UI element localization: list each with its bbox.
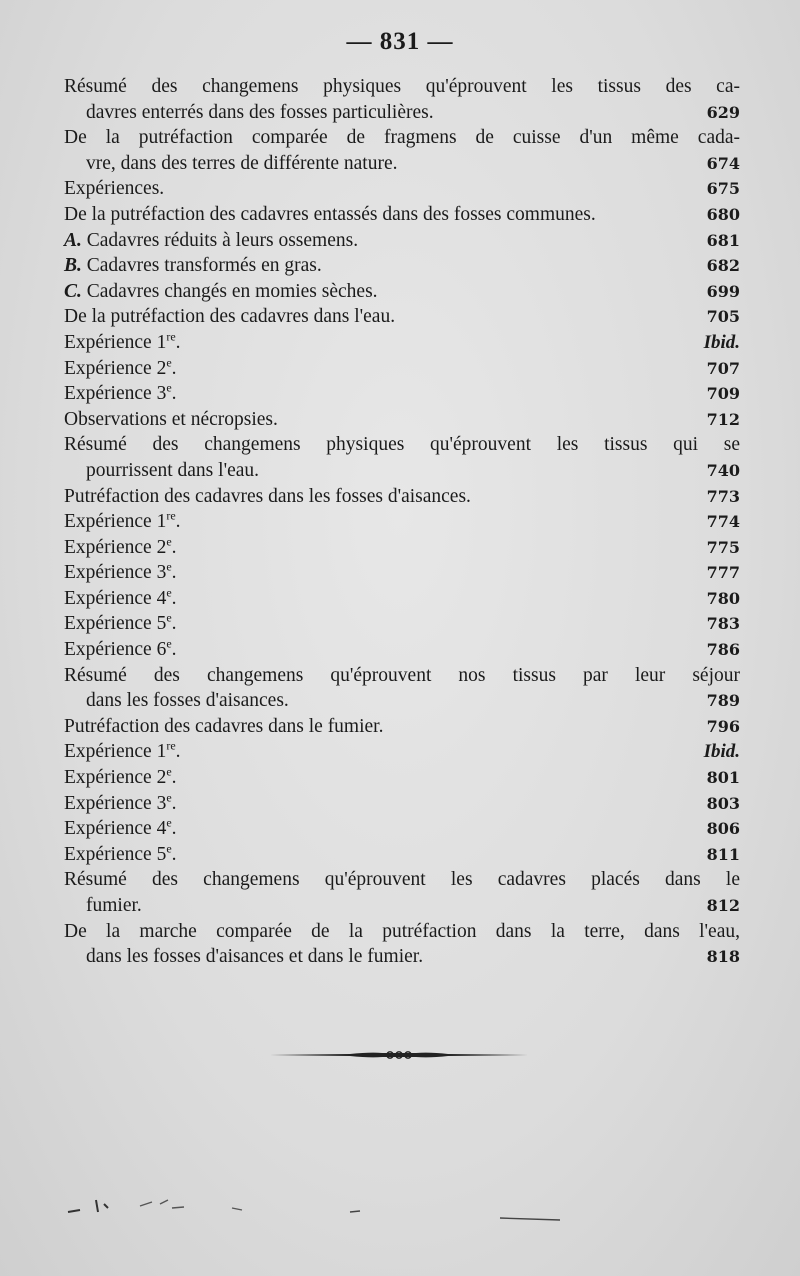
toc-entry-text: Expérience 5 bbox=[64, 843, 167, 865]
toc-entry bbox=[64, 176, 740, 202]
toc-entry-text: Résumé des changemens qu'éprouvent nos tissus par leur séjour bbox=[64, 664, 740, 686]
toc-entry-title bbox=[64, 202, 688, 228]
toc-entry-line bbox=[64, 791, 740, 817]
toc-entry bbox=[64, 535, 740, 561]
toc-entry-suffix: . bbox=[171, 792, 177, 814]
toc-page-number: 812 bbox=[706, 896, 740, 915]
toc-entry-line bbox=[64, 228, 740, 254]
toc-page-number: 682 bbox=[706, 256, 740, 276]
toc-entry-ordinal: e bbox=[166, 790, 172, 805]
toc-entry-line bbox=[64, 586, 740, 612]
toc-entry-title bbox=[64, 842, 688, 868]
toc-entry-line bbox=[64, 893, 740, 919]
toc-entry-suffix: . bbox=[171, 613, 177, 635]
toc-entry-text: dans les fosses d'aisances. bbox=[86, 690, 289, 712]
toc-page-number: 780 bbox=[706, 588, 740, 608]
toc-entry-text: De la putréfaction des cadavres entassés dans des fosses communes. bbox=[64, 203, 596, 225]
toc-entry bbox=[64, 919, 740, 970]
toc-entry-title bbox=[64, 253, 688, 279]
toc-page-number: 674 bbox=[706, 153, 740, 173]
toc-entry-line bbox=[64, 867, 740, 893]
toc-entry-text: Putréfaction des cadavres dans le fumier. bbox=[64, 715, 384, 737]
toc-entry-text: Cadavres réduits à leurs ossemens. bbox=[86, 229, 359, 251]
toc-entry-line bbox=[64, 944, 740, 970]
toc-entry bbox=[64, 304, 740, 330]
toc-entry-line bbox=[64, 151, 740, 177]
toc-entry-line bbox=[64, 611, 740, 637]
toc-entry-suffix: . bbox=[171, 818, 177, 840]
toc-entry-title bbox=[64, 919, 740, 945]
toc-entry-line bbox=[64, 484, 740, 510]
toc-entry-text: Observations et nécropsies. bbox=[64, 408, 278, 430]
toc-page-number: 777 bbox=[706, 563, 740, 583]
toc-entry-title bbox=[64, 739, 688, 765]
toc-page-number: 680 bbox=[706, 204, 740, 224]
toc-entry-suffix: . bbox=[171, 843, 177, 865]
toc-page-number: 681 bbox=[706, 230, 740, 250]
toc-entry-text: Putréfaction des cadavres dans les fosses d'aisances. bbox=[64, 485, 471, 507]
toc-entry-text: Expérience 2 bbox=[64, 357, 167, 379]
toc-entry-title bbox=[64, 356, 688, 382]
toc-page-number: Ibid. bbox=[703, 741, 740, 763]
toc-entry-title bbox=[86, 688, 688, 714]
toc-entry bbox=[64, 816, 740, 842]
toc-page-number: 783 bbox=[706, 614, 740, 634]
toc-entry-line bbox=[64, 688, 740, 714]
toc-entry-title bbox=[64, 381, 688, 407]
toc-entry-suffix: . bbox=[175, 331, 181, 353]
toc-entry-line bbox=[64, 100, 740, 126]
toc-entry-line bbox=[64, 919, 740, 945]
toc-entry-suffix: . bbox=[171, 767, 177, 789]
toc-entry-line bbox=[64, 458, 740, 484]
toc-entry-line bbox=[64, 279, 740, 305]
toc-entry-ordinal: e bbox=[166, 355, 172, 370]
toc-entry-text: Expérience 3 bbox=[64, 383, 167, 405]
toc-entry-line bbox=[64, 535, 740, 561]
toc-entry-ordinal: e bbox=[166, 585, 172, 600]
toc-entry-text: Expériences. bbox=[64, 178, 165, 200]
toc-entry-ordinal: re bbox=[166, 508, 176, 523]
toc-entry bbox=[64, 381, 740, 407]
toc-page-number: 774 bbox=[706, 512, 740, 532]
toc-entry-text: De la marche comparée de la putréfaction dans la terre, dans l'eau, bbox=[64, 920, 740, 942]
toc-entry-line bbox=[64, 739, 740, 765]
toc-entry-text: Expérience 4 bbox=[64, 818, 167, 840]
toc-entry bbox=[64, 611, 740, 637]
toc-entry-text: Expérience 5 bbox=[64, 613, 167, 635]
toc-entry-ordinal: e bbox=[166, 636, 172, 651]
toc-entry-title bbox=[64, 765, 688, 791]
toc-entry-ordinal: e bbox=[166, 815, 172, 830]
toc-entry-ordinal: e bbox=[166, 841, 172, 856]
toc-entry-text: fumier. bbox=[86, 895, 142, 916]
toc-entry-text: Résumé des changemens qu'éprouvent les cadavres placés dans le bbox=[64, 869, 740, 891]
toc-page-number: 775 bbox=[706, 537, 740, 557]
toc-entry-suffix: . bbox=[171, 383, 177, 405]
toc-entry bbox=[64, 330, 740, 356]
toc-entry bbox=[64, 432, 740, 483]
toc-entry bbox=[64, 714, 740, 740]
toc-entry-line bbox=[64, 637, 740, 663]
page-number: — 831 — bbox=[346, 28, 454, 55]
toc-page-number: 806 bbox=[706, 819, 740, 839]
toc-entry-marker: A. bbox=[64, 229, 82, 251]
toc-entry-title bbox=[64, 279, 688, 305]
toc-entry-text: Cadavres changés en momies sèches. bbox=[86, 280, 378, 302]
toc-entry-suffix: . bbox=[171, 639, 177, 661]
toc-entry-marker: B. bbox=[64, 255, 82, 277]
toc-entry-ordinal: e bbox=[166, 764, 172, 779]
toc-entry-line bbox=[64, 765, 740, 791]
toc-entry-title bbox=[64, 125, 740, 151]
toc-entry-line bbox=[64, 304, 740, 330]
toc-entry-title bbox=[64, 330, 688, 356]
toc-entry-text: davres enterrés dans des fosses particulières. bbox=[86, 101, 434, 123]
toc-entry bbox=[64, 791, 740, 817]
toc-page-number: 786 bbox=[706, 640, 740, 660]
toc-entry bbox=[64, 842, 740, 868]
toc-entry-text: Expérience 2 bbox=[64, 767, 167, 789]
toc-entry-ordinal: re bbox=[166, 329, 176, 344]
toc-entry-title bbox=[64, 637, 688, 663]
toc-entry-text: dans les fosses d'aisances et dans le fumier. bbox=[86, 946, 424, 968]
toc-entry-title bbox=[86, 458, 688, 484]
toc-page-number: 712 bbox=[706, 409, 740, 429]
toc-entry-title bbox=[64, 535, 688, 561]
toc-entry bbox=[64, 663, 740, 714]
toc-entry bbox=[64, 74, 740, 125]
toc-page-number: 707 bbox=[706, 358, 740, 378]
toc-entry-text: vre, dans des terres de différente nature. bbox=[86, 152, 398, 174]
toc-entry-line bbox=[64, 816, 740, 842]
toc-entry-line bbox=[64, 842, 740, 868]
toc-entry bbox=[64, 560, 740, 586]
toc-entry-line bbox=[64, 202, 740, 228]
toc-entry-ordinal: e bbox=[166, 559, 172, 574]
toc-entry-text: Expérience 3 bbox=[64, 562, 167, 584]
toc-entry-text: Expérience 1 bbox=[64, 331, 167, 353]
toc-entry-line bbox=[64, 509, 740, 535]
toc-entry-title bbox=[64, 816, 688, 842]
toc-page-number: 773 bbox=[706, 486, 740, 506]
toc-entry-title bbox=[64, 714, 688, 740]
toc-entry-title bbox=[86, 893, 688, 919]
toc-entry-title bbox=[86, 944, 688, 970]
toc-entry-title bbox=[64, 407, 688, 433]
toc-entry-text: Expérience 4 bbox=[64, 587, 167, 609]
toc-entry-text: Expérience 6 bbox=[64, 639, 167, 661]
toc-entry-title bbox=[86, 100, 688, 126]
toc-entry-title bbox=[64, 74, 740, 100]
toc-entry-line bbox=[64, 253, 740, 279]
toc-entry-text: Expérience 1 bbox=[64, 741, 167, 763]
toc-entry-title bbox=[86, 151, 688, 177]
toc-entry bbox=[64, 586, 740, 612]
toc-entry-title bbox=[64, 304, 688, 330]
toc-entry-title bbox=[64, 663, 740, 689]
toc-entry-text: Cadavres transformés en gras. bbox=[86, 255, 322, 277]
toc-entry-text: De la putréfaction des cadavres dans l'eau. bbox=[64, 306, 396, 328]
toc-entry bbox=[64, 356, 740, 382]
toc-entry-line bbox=[64, 330, 740, 356]
toc-page-number: 709 bbox=[706, 384, 740, 404]
toc-entry bbox=[64, 867, 740, 918]
toc-entry-text: De la putréfaction comparée de fragmens de cuisse d'un même cada- bbox=[64, 127, 740, 149]
toc-entry-ordinal: re bbox=[166, 738, 176, 753]
toc-page-number: 811 bbox=[706, 844, 740, 864]
toc-entry-line bbox=[64, 176, 740, 202]
toc-page-number: 629 bbox=[706, 102, 740, 122]
toc-entry-text: Expérience 1 bbox=[64, 511, 167, 533]
toc-entry bbox=[64, 407, 740, 433]
toc-page-number: 789 bbox=[706, 691, 740, 711]
toc-entry bbox=[64, 637, 740, 663]
toc-page-number: 803 bbox=[706, 793, 740, 813]
toc-entry bbox=[64, 228, 740, 254]
toc-entry-ordinal: e bbox=[166, 610, 172, 625]
toc-entry-suffix: . bbox=[171, 536, 177, 558]
table-of-contents bbox=[64, 74, 740, 970]
toc-entry-suffix: . bbox=[175, 741, 181, 763]
toc-entry-line bbox=[64, 74, 740, 100]
toc-entry-text: pourrissent dans l'eau. bbox=[86, 459, 260, 481]
toc-page-number: 796 bbox=[706, 716, 740, 736]
toc-entry-line bbox=[64, 560, 740, 586]
toc-entry-title bbox=[64, 611, 688, 637]
ornament-divider bbox=[270, 1049, 528, 1061]
toc-page-number: 705 bbox=[706, 307, 740, 327]
toc-page-number: Ibid. bbox=[703, 331, 740, 353]
toc-entry-line bbox=[64, 432, 740, 458]
toc-page-number: 675 bbox=[706, 179, 740, 199]
toc-entry bbox=[64, 125, 740, 176]
print-specks bbox=[60, 1190, 580, 1230]
toc-entry-text: Expérience 3 bbox=[64, 792, 167, 814]
toc-entry-title bbox=[64, 867, 740, 893]
toc-page-number: 699 bbox=[706, 281, 740, 301]
toc-entry bbox=[64, 739, 740, 765]
toc-entry-title bbox=[64, 560, 688, 586]
toc-entry-title bbox=[64, 509, 688, 535]
toc-page-number: 740 bbox=[706, 460, 740, 480]
toc-entry bbox=[64, 484, 740, 510]
toc-entry-title bbox=[64, 484, 688, 510]
toc-entry-text: Résumé des changemens physiques qu'éprouvent les tissus des ca- bbox=[64, 76, 740, 97]
toc-entry-line bbox=[64, 125, 740, 151]
toc-entry-suffix: . bbox=[171, 357, 177, 379]
toc-entry bbox=[64, 509, 740, 535]
toc-entry-text: Résumé des changemens physiques qu'éprouvent les tissus qui se bbox=[64, 434, 740, 456]
toc-entry bbox=[64, 765, 740, 791]
toc-entry-suffix: . bbox=[171, 562, 177, 584]
toc-entry bbox=[64, 253, 740, 279]
toc-entry-line bbox=[64, 381, 740, 407]
toc-entry-line bbox=[64, 356, 740, 382]
toc-entry-line bbox=[64, 663, 740, 689]
toc-entry-line bbox=[64, 714, 740, 740]
toc-page-number: 801 bbox=[706, 768, 740, 788]
toc-entry-title bbox=[64, 791, 688, 817]
toc-entry-suffix: . bbox=[175, 511, 181, 533]
toc-entry-ordinal: e bbox=[166, 534, 172, 549]
toc-entry-text: Expérience 2 bbox=[64, 536, 167, 558]
toc-entry-suffix: . bbox=[171, 587, 177, 609]
toc-entry-title bbox=[64, 176, 688, 202]
toc-entry-ordinal: e bbox=[166, 380, 172, 395]
toc-entry-title bbox=[64, 586, 688, 612]
toc-entry-marker: C. bbox=[64, 280, 82, 302]
toc-entry bbox=[64, 202, 740, 228]
toc-page-number: 818 bbox=[706, 947, 740, 967]
toc-entry-line bbox=[64, 407, 740, 433]
toc-entry-title bbox=[64, 228, 688, 254]
toc-entry-title bbox=[64, 432, 740, 458]
toc-entry bbox=[64, 279, 740, 305]
